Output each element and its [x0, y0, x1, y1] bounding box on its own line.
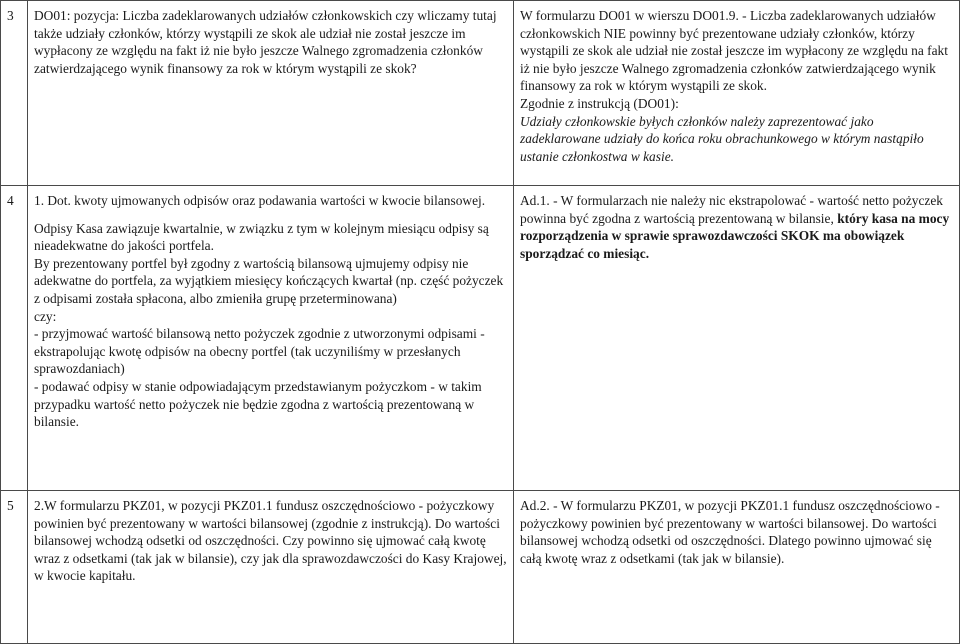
- question-paragraph: czy:: [34, 308, 57, 324]
- question-paragraph: By prezentowany portfel był zgodny z wartością bilansową ujmujemy odpisy nie adekwatne do portfela, za wyjątkiem miesięcy kończących kwartał (np. część pożyczek z odpisami została spłacona, albo zmieniła grupę przeterminowana): [34, 255, 504, 306]
- question-paragraph: Odpisy Kasa zawiązuje kwartalnie, w związku z tym w kolejnym miesiącu odpisy są nieadekwatne do jakości portfela.: [34, 220, 489, 254]
- answer-bold: który kasa na mocy rozporządzenia w sprawie sprawozdawczości SKOK ma obowiązek sporządzać co miesiąc.: [520, 210, 950, 261]
- table-row: [1, 186, 960, 491]
- question-text: DO01: pozycja: Liczba zadeklarowanych udziałów członkowskich czy wliczamy tutaj także udziały członków, którzy wystąpili ze skok ale udział nie został jeszcze im wypłacony ze względu na fakt iż nie było jeszcze Walnego zgromadzenia członków zatwierdzającego wynik finansowy za rok w którym wystąpili ze skok?: [34, 8, 497, 76]
- row-number: 4: [1, 186, 28, 491]
- instruction-quote: Udziały członkowskie byłych członków należy zaprezentować jako zadeklarowane udziały do końca roku obrachunkowego w którym nastąpiło ustanie członkostwa w kasie.: [520, 113, 924, 164]
- answer-cell: [514, 491, 960, 644]
- table-row: [1, 1, 960, 186]
- row-number: 3: [1, 1, 28, 186]
- question-paragraph: 1. Dot. kwoty ujmowanych odpisów oraz podawania wartości w kwocie bilansowej.: [34, 193, 486, 208]
- question-paragraph: - podawać odpisy w stanie odpowiadającym przedstawianym pożyczkom - w takim przypadku wartość netto pożyczek nie będzie zgodna z wartością prezentowaną w bilansie.: [34, 378, 482, 430]
- answer-cell: [514, 186, 960, 491]
- question-cell: [28, 491, 514, 644]
- instruction-intro: Zgodnie z instrukcją (DO01):: [520, 95, 679, 111]
- answer-text: [520, 192, 955, 262]
- question-cell: [28, 186, 514, 491]
- question-cell: [28, 1, 514, 186]
- row-number: 5: [1, 491, 28, 644]
- question-paragraph: - przyjmować wartość bilansową netto pożyczek zgodnie z utworzonymi odpisami - ekstrapolując kwotę odpisów na obecny portfel (tak uczyniliśmy w przesłanych sprawozdaniach): [34, 326, 485, 377]
- answer-cell: [514, 1, 960, 186]
- question-text: 2.W formularzu PKZ01, w pozycji PKZ01.1 fundusz oszczędnościowo - pożyczkowy powinien być prezentowany w wartości bilansowej (zgodnie z instrukcją). Do wartości bilansowej wchodzą odsetki od oszczędności. Czy powinno się ujmować całą kwotę wraz z odsetkami (tak jak w bilansie), czy jak dla sprawozdawczości do Kasy Krajowej, w kwocie kapitału.: [34, 498, 507, 584]
- answer-text: W formularzu DO01 w wierszu DO01.9. - Liczba zadeklarowanych udziałów członkowskich NIE powinny być prezentowane udziały członków, którzy wystąpili ze skok ale udział nie został jeszcze im wypłacony ze względu na fakt iż nie było jeszcze Walnego zgromadzenia członków zatwierdzającego wynik finansowy za rok w którym wystąpili ze skok.: [520, 8, 948, 94]
- answer-plain: Ad.1. - W formularzach nie należy nic ekstrapolować - wartość netto pożyczek powinna być zgodna z wartością prezentowaną w bilansie,: [520, 193, 943, 226]
- table-row: [1, 491, 960, 644]
- answer-text: Ad.2. - W formularzu PKZ01, w pozycji PKZ01.1 fundusz oszczędnościowo - pożyczkowy powinien być prezentowany w wartości bilansowej. Do wartości bilansowej wchodzą odsetki od oszczędności. Dlatego powinno ujmować się całą kwotę wraz z odsetkami (tak jak w bilansie).: [520, 498, 940, 566]
